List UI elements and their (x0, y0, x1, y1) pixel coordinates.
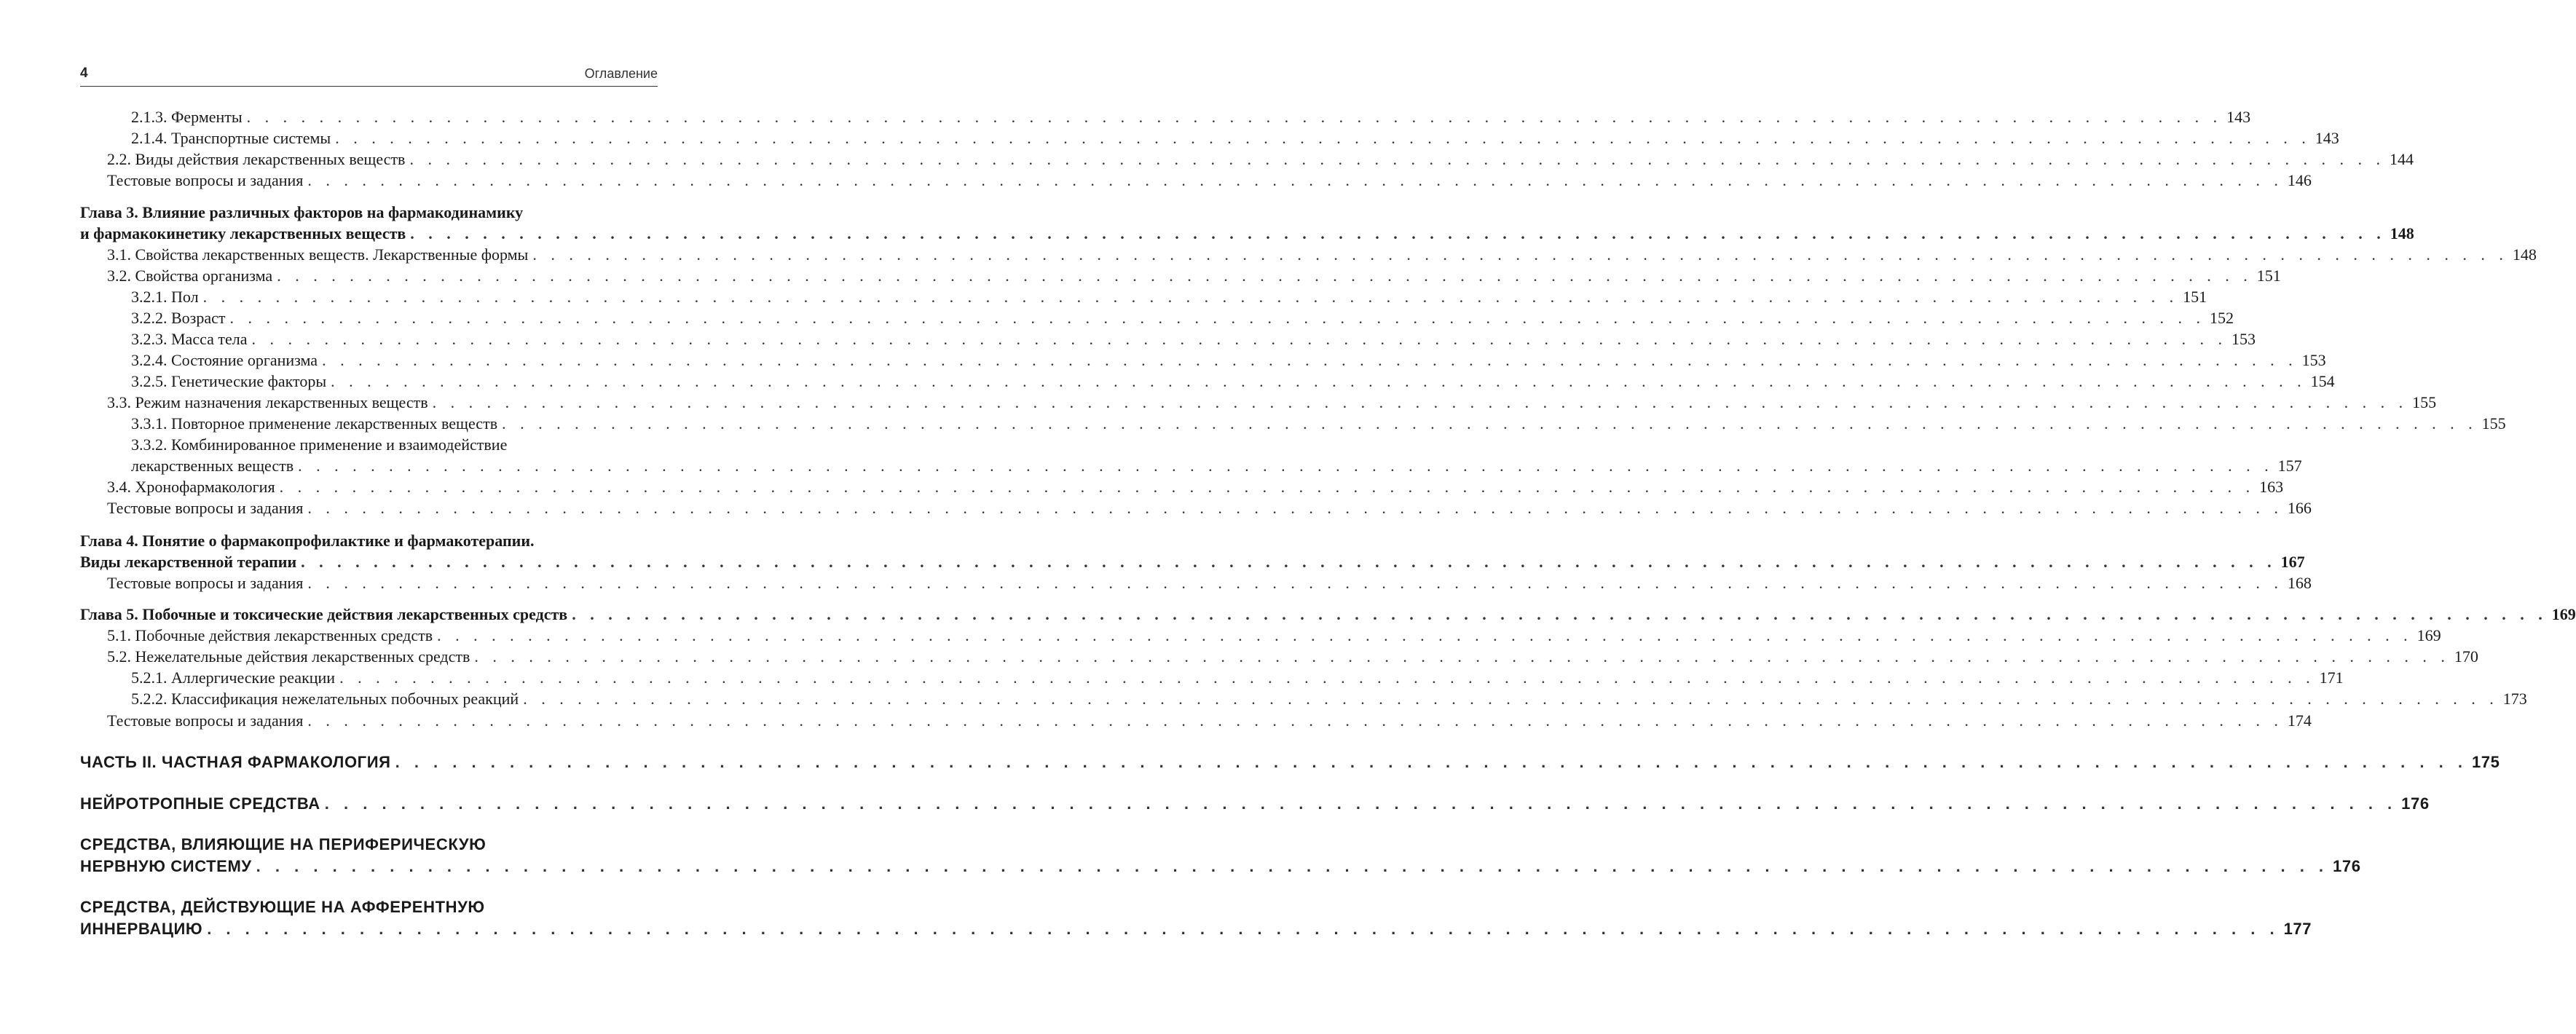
section-title: Оглавление (584, 66, 658, 81)
dot-leader: . . . . . . . . . . . . . . . . . . . . . . . . . . . . . . . . . . . . . . . . . . . . . . . . . . . . . . . . . . . . . . . . . . . . . . . . . . . . . . . . . . . . . . . . . . . . . . . . . . . . . . . . . . . . . (298, 457, 2274, 475)
toc-entry-test-questions-ch3: Тестовые вопросы и задания . . . . . . . . . . . . . . . . . . . . . . . . . . . . . . . . . . . . . . . . . . . . . . . . . . . . . . . . . . . . . . . . . . . . . . . . . . . . . . . . . . . . . . . . . . . . . . . . . . . . . . . . . . . . . 166 (107, 497, 658, 519)
page-ref: 157 (2277, 457, 2302, 475)
toc-entry-3-3: 3.3. Режим назначения лекарственных веществ . . . . . . . . . . . . . . . . . . . . . . . . . . . . . . . . . . . . . . . . . . . . . . . . . . . . . . . . . . . . . . . . . . . . . . . . . . . . . . . . . . . . . . . . . . . . . . . . . . . . . . . . . . . . . 155 (107, 392, 658, 414)
page-ref: 167 (2280, 553, 2305, 571)
dot-leader: . . . . . . . . . . . . . . . . . . . . . . . . . . . . . . . . . . . . . . . . . . . . . . . . . . . . . . . . . . . . . . . . . . . . . . . . . . . . . . . . . . . . . . . . . . . . . . . . . . . . . . . . . . . . . (532, 245, 2508, 264)
page-ref: 169 (2551, 605, 2576, 623)
page-ref: 143 (2226, 108, 2251, 126)
page-ref: 163 (2259, 478, 2284, 496)
toc-entry-test-questions-ch2: Тестовые вопросы и задания . . . . . . . . . . . . . . . . . . . . . . . . . . . . . . . . . . . . . . . . . . . . . . . . . . . . . . . . . . . . . . . . . . . . . . . . . . . . . . . . . . . . . . . . . . . . . . . . . . . . . . . . . . . . . 146 (107, 170, 658, 192)
toc-entry-5-1: 5.1. Побочные действия лекарственных средств . . . . . . . . . . . . . . . . . . . . . . . . . . . . . . . . . . . . . . . . . . . . . . . . . . . . . . . . . . . . . . . . . . . . . . . . . . . . . . . . . . . . . . . . . . . . . . . . . . . . . . . . . . . . . 169 (107, 625, 658, 647)
toc-entry-3-3-2: лекарственных веществ . . . . . . . . . . . . . . . . . . . . . . . . . . . . . . . . . . . . . . . . . . . . . . . . . . . . . . . . . . . . . . . . . . . . . . . . . . . . . . . . . . . . . . . . . . . . . . . . . . . . . . . . . . . . . 157 (131, 455, 658, 477)
toc-entry-part-2: ЧАСТЬ II. ЧАСТНАЯ ФАРМАКОЛОГИЯ . . . . . . . . . . . . . . . . . . . . . . . . . . . . . . . . . . . . . . . . . . . . . . . . . . . . . . . . . . . . . . . . . . . . . . . . . . . . . . . . . . . . . . . . . . . . . . . . . . . . . . . . . . . . . 175 (80, 750, 658, 775)
dot-leader: . . . . . . . . . . . . . . . . . . . . . . . . . . . . . . . . . . . . . . . . . . . . . . . . . . . . . . . . . . . . . . . . . . . . . . . . . . . . . . . . . . . . . . . . . . . . . . . . . . . . . . . . . . . . . (251, 330, 2228, 348)
page-ref: 174 (2287, 711, 2312, 730)
toc-entry-afferent: ИННЕРВАЦИЮ . . . . . . . . . . . . . . . . . . . . . . . . . . . . . . . . . . . . . . . . . . . . . . . . . . . . . . . . . . . . . . . . . . . . . . . . . . . . . . . . . . . . . . . . . . . . . . . . . . . . . . . . . . . . . 177 (80, 917, 658, 942)
dot-leader: . . . . . . . . . . . . . . . . . . . . . . . . . . . . . . . . . . . . . . . . . . . . . . . . . . . . . . . . . . . . . . . . . . . . . . . . . . . . . . . . . . . . . . . . . . . . . . . . . . . . . . . . . . . . . (474, 647, 2450, 666)
page-ref: 154 (2310, 372, 2335, 390)
toc-entry-3-2-4: 3.2.4. Состояние организма . . . . . . . . . . . . . . . . . . . . . . . . . . . . . . . . . . . . . . . . . . . . . . . . . . . . . . . . . . . . . . . . . . . . . . . . . . . . . . . . . . . . . . . . . . . . . . . . . . . . . . . . . . . . . 153 (131, 350, 658, 371)
page-ref: 176 (2333, 857, 2361, 875)
page-ref: 155 (2481, 414, 2506, 433)
toc-entry-5-2: 5.2. Нежелательные действия лекарственных средств . . . . . . . . . . . . . . . . . . . . . . . . . . . . . . . . . . . . . . . . . . . . . . . . . . . . . . . . . . . . . . . . . . . . . . . . . . . . . . . . . . . . . . . . . . . . . . . . . . . . . . . . . . . . . 170 (107, 646, 658, 668)
page-ref: 169 (2417, 626, 2441, 644)
dot-leader: . . . . . . . . . . . . . . . . . . . . . . . . . . . . . . . . . . . . . . . . . . . . . . . . . . . . . . . . . . . . . . . . . . . . . . . . . . . . . . . . . . . . . . . . . . . . . . . . . . . . . . . . . . . . . (324, 794, 2398, 813)
page-ref: 148 (2390, 224, 2414, 242)
dot-leader: . . . . . . . . . . . . . . . . . . . . . . . . . . . . . . . . . . . . . . . . . . . . . . . . . . . . . . . . . . . . . . . . . . . . . . . . . . . . . . . . . . . . . . . . . . . . . . . . . . . . . . . . . . . . . (331, 372, 2307, 390)
dot-leader: . . . . . . . . . . . . . . . . . . . . . . . . . . . . . . . . . . . . . . . . . . . . . . . . . . . . . . . . . . . . . . . . . . . . . . . . . . . . . . . . . . . . . . . . . . . . . . . . . . . . . . . . . . . . . (395, 753, 2467, 771)
toc-entry-3-2: 3.2. Свойства организма . . . . . . . . . . . . . . . . . . . . . . . . . . . . . . . . . . . . . . . . . . . . . . . . . . . . . . . . . . . . . . . . . . . . . . . . . . . . . . . . . . . . . . . . . . . . . . . . . . . . . . . . . . . . . 151 (107, 265, 658, 287)
toc-entry-test-questions-ch5: Тестовые вопросы и задания . . . . . . . . . . . . . . . . . . . . . . . . . . . . . . . . . . . . . . . . . . . . . . . . . . . . . . . . . . . . . . . . . . . . . . . . . . . . . . . . . . . . . . . . . . . . . . . . . . . . . . . . . . . . . 174 (107, 710, 658, 732)
toc-afferent-heading: СРЕДСТВА, ДЕЙСТВУЮЩИЕ НА АФФЕРЕНТНУЮ (80, 898, 485, 916)
toc-entry-2-2: 2.2. Виды действия лекарственных веществ . . . . . . . . . . . . . . . . . . . . . . . . . . . . . . . . . . . . . . . . . . . . . . . . . . . . . . . . . . . . . . . . . . . . . . . . . . . . . . . . . . . . . . . . . . . . . . . . . . . . . . . . . . . . . 144 (107, 149, 658, 170)
dot-leader: . . . . . . . . . . . . . . . . . . . . . . . . . . . . . . . . . . . . . . . . . . . . . . . . . . . . . . . . . . . . . . . . . . . . . . . . . . . . . . . . . . . . . . . . . . . . . . . . . . . . . . . . . . . . . (307, 171, 2283, 189)
page-ref: 151 (2256, 267, 2281, 285)
dot-leader: . . . . . . . . . . . . . . . . . . . . . . . . . . . . . . . . . . . . . . . . . . . . . . . . . . . . . . . . . . . . . . . . . . . . . . . . . . . . . . . . . . . . . . . . . . . . . . . . . . . . . . . . . . . . . (307, 711, 2283, 730)
page-ref: 153 (2301, 351, 2326, 369)
toc-entry-5-2-2: 5.2.2. Классификация нежелательных побочных реакций . . . . . . . . . . . . . . . . . . . . . . . . . . . . . . . . . . . . . . . . . . . . . . . . . . . . . . . . . . . . . . . . . . . . . . . . . . . . . . . . . . . . . . . . . . . . . . . . . . . . . . . . . . . . . 173 (131, 688, 658, 710)
dot-leader: . . . . . . . . . . . . . . . . . . . . . . . . . . . . . . . . . . . . . . . . . . . . . . . . . . . . . . . . . . . . . . . . . . . . . . . . . . . . . . . . . . . . . . . . . . . . . . . . . . . . . . . . . . . . . (301, 553, 2277, 571)
page-number: 4 (80, 66, 88, 81)
toc-entry-test-questions-ch4: Тестовые вопросы и задания . . . . . . . . . . . . . . . . . . . . . . . . . . . . . . . . . . . . . . . . . . . . . . . . . . . . . . . . . . . . . . . . . . . . . . . . . . . . . . . . . . . . . . . . . . . . . . . . . . . . . . . . . . . . . 168 (107, 572, 658, 594)
page-ref: 168 (2287, 574, 2312, 592)
toc-entry-neurotropic: НЕЙРОТРОПНЫЕ СРЕДСТВА . . . . . . . . . . . . . . . . . . . . . . . . . . . . . . . . . . . . . . . . . . . . . . . . . . . . . . . . . . . . . . . . . . . . . . . . . . . . . . . . . . . . . . . . . . . . . . . . . . . . . . . . . . . . . 176 (80, 792, 658, 816)
dot-leader: . . . . . . . . . . . . . . . . . . . . . . . . . . . . . . . . . . . . . . . . . . . . . . . . . . . . . . . . . . . . . . . . . . . . . . . . . . . . . . . . . . . . . . . . . . . . . . . . . . . . . . . . . . . . . (523, 690, 2499, 708)
toc-entry-2-1-3: 2.1.3. Ферменты . . . . . . . . . . . . . . . . . . . . . . . . . . . . . . . . . . . . . . . . . . . . . . . . . . . . . . . . . . . . . . . . . . . . . . . . . . . . . . . . . . . . . . . . . . . . . . . . . . . . . . . . . . . . . 143 (131, 106, 658, 128)
dot-leader: . . . . . . . . . . . . . . . . . . . . . . . . . . . . . . . . . . . . . . . . . . . . . . . . . . . . . . . . . . . . . . . . . . . . . . . . . . . . . . . . . . . . . . . . . . . . . . . . . . . . . . . . . . . . . (322, 351, 2298, 369)
toc-entry-2-1-4: 2.1.4. Транспортные системы . . . . . . . . . . . . . . . . . . . . . . . . . . . . . . . . . . . . . . . . . . . . . . . . . . . . . . . . . . . . . . . . . . . . . . . . . . . . . . . . . . . . . . . . . . . . . . . . . . . . . . . . . . . . . 143 (131, 127, 658, 149)
dot-leader: . . . . . . . . . . . . . . . . . . . . . . . . . . . . . . . . . . . . . . . . . . . . . . . . . . . . . . . . . . . . . . . . . . . . . . . . . . . . . . . . . . . . . . . . . . . . . . . . . . . . . . . . . . . . . (279, 478, 2256, 496)
page-ref: 170 (2454, 647, 2478, 666)
toc-entry-chapter-3: и фармакокинетику лекарственных веществ . . . . . . . . . . . . . . . . . . . . . . . . . . . . . . . . . . . . . . . . . . . . . . . . . . . . . . . . . . . . . . . . . . . . . . . . . . . . . . . . . . . . . . . . . . . . . . . . . . . . . . . . . . . . . 148 (80, 223, 658, 245)
dot-leader: . . . . . . . . . . . . . . . . . . . . . . . . . . . . . . . . . . . . . . . . . . . . . . . . . . . . . . . . . . . . . . . . . . . . . . . . . . . . . . . . . . . . . . . . . . . . . . . . . . . . . . . . . . . . . (409, 150, 2385, 168)
page-ref: 144 (2389, 150, 2414, 168)
page-ref: 155 (2412, 393, 2437, 411)
toc-entry-3-2-2: 3.2.2. Возраст . . . . . . . . . . . . . . . . . . . . . . . . . . . . . . . . . . . . . . . . . . . . . . . . . . . . . . . . . . . . . . . . . . . . . . . . . . . . . . . . . . . . . . . . . . . . . . . . . . . . . . . . . . . . . 152 (131, 307, 658, 329)
toc-chapter-3-heading: Глава 3. Влияние различных факторов на фармакодинамику (80, 203, 524, 221)
toc-entry-3-2-3: 3.2.3. Масса тела . . . . . . . . . . . . . . . . . . . . . . . . . . . . . . . . . . . . . . . . . . . . . . . . . . . . . . . . . . . . . . . . . . . . . . . . . . . . . . . . . . . . . . . . . . . . . . . . . . . . . . . . . . . . . 153 (131, 328, 658, 350)
dot-leader: . . . . . . . . . . . . . . . . . . . . . . . . . . . . . . . . . . . . . . . . . . . . . . . . . . . . . . . . . . . . . . . . . . . . . . . . . . . . . . . . . . . . . . . . . . . . . . . . . . . . . . . . . . . . . (432, 393, 2408, 411)
dot-leader: . . . . . . . . . . . . . . . . . . . . . . . . . . . . . . . . . . . . . . . . . . . . . . . . . . . . . . . . . . . . . . . . . . . . . . . . . . . . . . . . . . . . . . . . . . . . . . . . . . . . . . . . . . . . . (207, 920, 2280, 938)
toc-entry-3-3-1: 3.3.1. Повторное применение лекарственных веществ . . . . . . . . . . . . . . . . . . . . . . . . . . . . . . . . . . . . . . . . . . . . . . . . . . . . . . . . . . . . . . . . . . . . . . . . . . . . . . . . . . . . . . . . . . . . . . . . . . . . . . . . . . . . . 155 (131, 413, 658, 435)
dot-leader: . . . . . . . . . . . . . . . . . . . . . . . . . . . . . . . . . . . . . . . . . . . . . . . . . . . . . . . . . . . . . . . . . . . . . . . . . . . . . . . . . . . . . . . . . . . . . . . . . . . . . . . . . . . . . (229, 309, 2206, 327)
dot-leader: . . . . . . . . . . . . . . . . . . . . . . . . . . . . . . . . . . . . . . . . . . . . . . . . . . . . . . . . . . . . . . . . . . . . . . . . . . . . . . . . . . . . . . . . . . . . . . . . . . . . . . . . . . . . . (502, 414, 2478, 433)
toc-entry-3-2-1: 3.2.1. Пол . . . . . . . . . . . . . . . . . . . . . . . . . . . . . . . . . . . . . . . . . . . . . . . . . . . . . . . . . . . . . . . . . . . . . . . . . . . . . . . . . . . . . . . . . . . . . . . . . . . . . . . . . . . . . 151 (131, 286, 658, 308)
dot-leader: . . . . . . . . . . . . . . . . . . . . . . . . . . . . . . . . . . . . . . . . . . . . . . . . . . . . . . . . . . . . . . . . . . . . . . . . . . . . . . . . . . . . . . . . . . . . . . . . . . . . . . . . . . . . . (246, 108, 2223, 126)
page-ref: 148 (2512, 245, 2537, 264)
dot-leader: . . . . . . . . . . . . . . . . . . . . . . . . . . . . . . . . . . . . . . . . . . . . . . . . . . . . . . . . . . . . . . . . . . . . . . . . . . . . . . . . . . . . . . . . . . . . . . . . . . . . . . . . . . . . . (307, 574, 2283, 592)
dot-leader: . . . . . . . . . . . . . . . . . . . . . . . . . . . . . . . . . . . . . . . . . . . . . . . . . . . . . . . . . . . . . . . . . . . . . . . . . . . . . . . . . . . . . . . . . . . . . . . . . . . . . . . . . . . . . (335, 129, 2311, 147)
toc-entry-peripheral: НЕРВНУЮ СИСТЕМУ . . . . . . . . . . . . . . . . . . . . . . . . . . . . . . . . . . . . . . . . . . . . . . . . . . . . . . . . . . . . . . . . . . . . . . . . . . . . . . . . . . . . . . . . . . . . . . . . . . . . . . . . . . . . . 176 (80, 854, 658, 879)
page-ref: 151 (2183, 288, 2207, 306)
page-ref: 143 (2315, 129, 2339, 147)
dot-leader: . . . . . . . . . . . . . . . . . . . . . . . . . . . . . . . . . . . . . . . . . . . . . . . . . . . . . . . . . . . . . . . . . . . . . . . . . . . . . . . . . . . . . . . . . . . . . . . . . . . . . . . . . . . . . (339, 668, 2315, 687)
dot-leader: . . . . . . . . . . . . . . . . . . . . . . . . . . . . . . . . . . . . . . . . . . . . . . . . . . . . . . . . . . . . . . . . . . . . . . . . . . . . . . . . . . . . . . . . . . . . . . . . . . . . . . . . . . . . . (572, 605, 2548, 623)
toc-chapter-4-heading: Глава 4. Понятие о фармакопрофилактике и фармакотерапии. (80, 532, 535, 550)
dot-leader: . . . . . . . . . . . . . . . . . . . . . . . . . . . . . . . . . . . . . . . . . . . . . . . . . . . . . . . . . . . . . . . . . . . . . . . . . . . . . . . . . . . . . . . . . . . . . . . . . . . . . . . . . . . . . (202, 288, 2179, 306)
toc-entry-chapter-5: Глава 5. Побочные и токсические действия лекарственных средств . . . . . . . . . . . . . . . . . . . . . . . . . . . . . . . . . . . . . . . . . . . . . . . . . . . . . . . . . . . . . . . . . . . . . . . . . . . . . . . . . . . . . . . . . . . . . . . . . . . . . . . . . . . . . 169 (80, 604, 658, 625)
toc-entry-5-2-1: 5.2.1. Аллергические реакции . . . . . . . . . . . . . . . . . . . . . . . . . . . . . . . . . . . . . . . . . . . . . . . . . . . . . . . . . . . . . . . . . . . . . . . . . . . . . . . . . . . . . . . . . . . . . . . . . . . . . . . . . . . . . 171 (131, 667, 658, 689)
toc-entry-3-1: 3.1. Свойства лекарственных веществ. Лекарственные формы . . . . . . . . . . . . . . . . . . . . . . . . . . . . . . . . . . . . . . . . . . . . . . . . . . . . . . . . . . . . . . . . . . . . . . . . . . . . . . . . . . . . . . . . . . . . . . . . . . . . . . . . . . . . . 148 (107, 244, 658, 266)
dot-leader: . . . . . . . . . . . . . . . . . . . . . . . . . . . . . . . . . . . . . . . . . . . . . . . . . . . . . . . . . . . . . . . . . . . . . . . . . . . . . . . . . . . . . . . . . . . . . . . . . . . . . . . . . . . . . (307, 499, 2283, 517)
page-ref: 171 (2319, 668, 2344, 687)
dot-leader: . . . . . . . . . . . . . . . . . . . . . . . . . . . . . . . . . . . . . . . . . . . . . . . . . . . . . . . . . . . . . . . . . . . . . . . . . . . . . . . . . . . . . . . . . . . . . . . . . . . . . . . . . . . . . (256, 857, 2329, 875)
toc-entry-3-3-2-heading: 3.3.2. Комбинированное применение и взаимодействие (131, 435, 508, 454)
toc-peripheral-heading: СРЕДСТВА, ВЛИЯЮЩИЕ НА ПЕРИФЕРИЧЕСКУЮ (80, 835, 487, 853)
dot-leader: . . . . . . . . . . . . . . . . . . . . . . . . . . . . . . . . . . . . . . . . . . . . . . . . . . . . . . . . . . . . . . . . . . . . . . . . . . . . . . . . . . . . . . . . . . . . . . . . . . . . . . . . . . . . . (410, 224, 2386, 242)
toc-entry-3-2-5: 3.2.5. Генетические факторы . . . . . . . . . . . . . . . . . . . . . . . . . . . . . . . . . . . . . . . . . . . . . . . . . . . . . . . . . . . . . . . . . . . . . . . . . . . . . . . . . . . . . . . . . . . . . . . . . . . . . . . . . . . . . 154 (131, 371, 658, 392)
page-ref: 176 (2401, 794, 2430, 813)
toc-entry-chapter-4: Виды лекарственной терапии . . . . . . . . . . . . . . . . . . . . . . . . . . . . . . . . . . . . . . . . . . . . . . . . . . . . . . . . . . . . . . . . . . . . . . . . . . . . . . . . . . . . . . . . . . . . . . . . . . . . . . . . . . . . . 167 (80, 551, 658, 573)
page-ref: 153 (2232, 330, 2256, 348)
page-ref: 177 (2283, 920, 2312, 938)
dot-leader: . . . . . . . . . . . . . . . . . . . . . . . . . . . . . . . . . . . . . . . . . . . . . . . . . . . . . . . . . . . . . . . . . . . . . . . . . . . . . . . . . . . . . . . . . . . . . . . . . . . . . . . . . . . . . (277, 267, 2253, 285)
page-ref: 146 (2287, 171, 2312, 189)
page-ref: 175 (2471, 753, 2500, 771)
toc-entry-3-4: 3.4. Хронофармакология . . . . . . . . . . . . . . . . . . . . . . . . . . . . . . . . . . . . . . . . . . . . . . . . . . . . . . . . . . . . . . . . . . . . . . . . . . . . . . . . . . . . . . . . . . . . . . . . . . . . . . . . . . . . . 163 (107, 476, 658, 498)
page-ref: 173 (2502, 690, 2527, 708)
page-ref: 152 (2210, 309, 2234, 327)
dot-leader: . . . . . . . . . . . . . . . . . . . . . . . . . . . . . . . . . . . . . . . . . . . . . . . . . . . . . . . . . . . . . . . . . . . . . . . . . . . . . . . . . . . . . . . . . . . . . . . . . . . . . . . . . . . . . (437, 626, 2413, 644)
page-ref: 166 (2287, 499, 2312, 517)
